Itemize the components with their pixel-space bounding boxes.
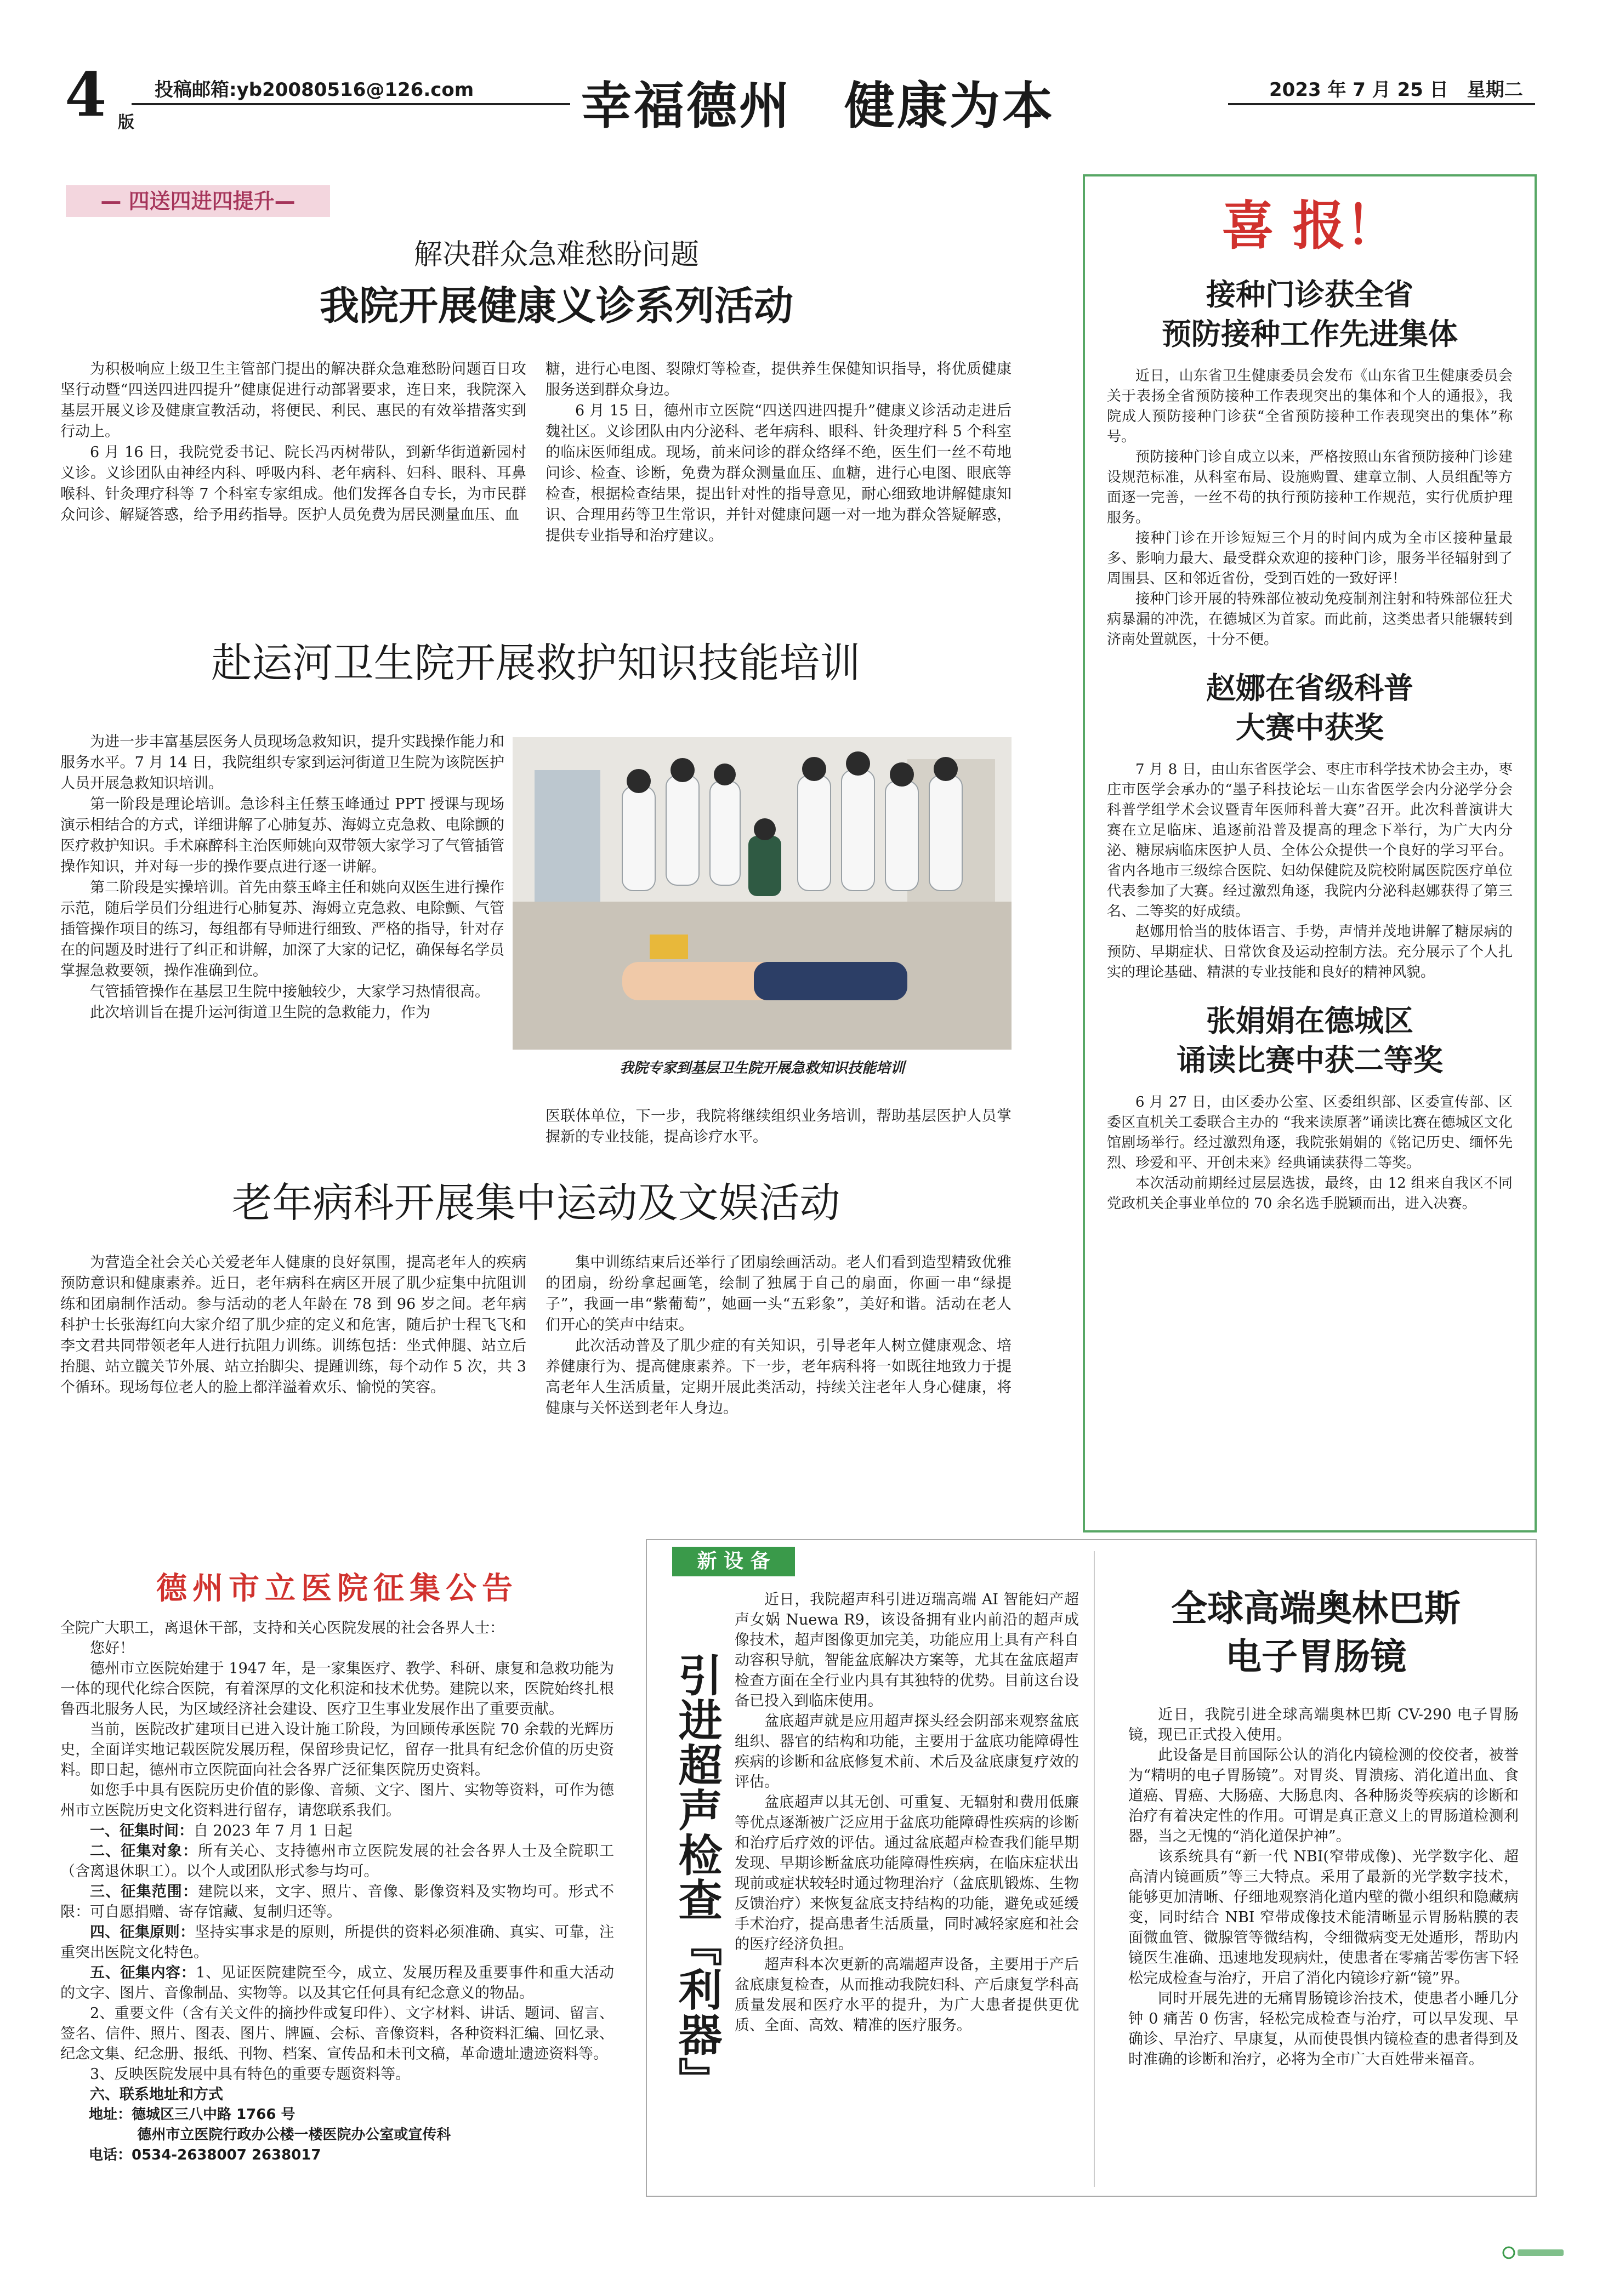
email-address[interactable]: yb20080516@126.com bbox=[236, 79, 474, 101]
paragraph: 3、反映医院发展中具有特色的重要专题资料等。 bbox=[90, 2066, 411, 2083]
paragraph: 此次培训旨在提升运河街道卫生院的急救能力，作为 bbox=[90, 1004, 430, 1021]
endoscope-article-body bbox=[1128, 1705, 1519, 2070]
page-number: 4 bbox=[65, 59, 107, 130]
endoscope-title-line: 电子胃肠镜 bbox=[1225, 1635, 1406, 1678]
notice-body bbox=[60, 1618, 614, 2166]
article-free-clinic bbox=[96, 236, 1017, 333]
masthead bbox=[0, 0, 1608, 135]
news-item-title bbox=[1085, 275, 1535, 354]
notice-greeting: 全院广大职工，离退休干部，支持和关心医院发展的社会各界人士： bbox=[60, 1620, 504, 1637]
notice-item-text: 1、见证医院建院至今，成立、发展历程及重要事件和重大活动的文字、图片、音像制品、实物等。以及其它任何具有纪念意义的物品。 bbox=[60, 1964, 615, 2002]
article-first-aid-title: 赴运河卫生院开展救护知识技能培训 bbox=[211, 640, 861, 687]
paragraph: 为进一步丰富基层医务人员现场急救知识，提升实践操作能力和服务水平。7 月 14 日，我院组织专家到运河街道卫生院为该院医护人员开展急救知识培训。 bbox=[60, 733, 504, 792]
publisher-logo-icon bbox=[1501, 2242, 1567, 2264]
news-item-title bbox=[1085, 1001, 1535, 1080]
news-item-body bbox=[1107, 1092, 1513, 1214]
endoscope-title-line: 全球高端奥林巴斯 bbox=[1171, 1587, 1461, 1630]
notice-item-label: 三、征集范围： bbox=[90, 1883, 198, 1900]
section-label: — 四送四进四提升— bbox=[66, 185, 330, 217]
notice-item-label: 一、征集时间： bbox=[90, 1822, 194, 1839]
paragraph: 此次活动普及了肌少症的有关知识，引导老年人树立健康观念、培养健康行为、提高健康素养。下一步，老年病科将一如既往地致力于提高老年人生活质量，定期开展此类活动，持续关注老年人身心健康，将健康与关怀送到老年人身边。 bbox=[546, 1337, 1012, 1417]
notice-phone: 电话：0534-2638007 2638017 bbox=[89, 2147, 321, 2163]
news-item-title-line: 大赛中获奖 bbox=[1236, 710, 1384, 745]
training-photo-illustration bbox=[513, 737, 1012, 1050]
news-item-title-line: 张娟娟在德城区 bbox=[1206, 1004, 1413, 1038]
masthead-rule-right bbox=[1228, 103, 1535, 105]
article-free-clinic-col1 bbox=[60, 359, 526, 526]
article-elderly-col1 bbox=[60, 1252, 526, 1398]
paragraph: 该系统具有“新一代 NBI(窄带成像)、光学数字化、超高清内镜画质”等三大特点。采用了最新的光学数字技术，能够更加清晰、仔细地观察消化道内壁的微小组织和隐藏病变，同时结合 NBI 窄带成像技术能清晰显示胃肠粘膜的表面微血管、微腺管等微结构，令细微病变无处遁形，帮助内镜医生准确、迅速地发现病灶，使患者在零痛苦零伤害下轻松完成检查与治疗，开启了消化内镜诊疗新“镜”界。 bbox=[1128, 1848, 1519, 1987]
news-item-title-line: 赵娜在省级科普 bbox=[1206, 671, 1413, 705]
good-news-header: 喜 报！ bbox=[1221, 195, 1398, 257]
notice-office: 德州市立医院行政办公楼一楼医院办公室或宣传科 bbox=[137, 2127, 451, 2143]
article-free-clinic-col2 bbox=[546, 359, 1012, 546]
news-item-title-line: 预防接种工作先进集体 bbox=[1162, 317, 1458, 351]
article-title: 我院开展健康义诊系列活动 bbox=[319, 283, 793, 329]
notice-address: 地址：德城区三八中路 1766 号 bbox=[89, 2106, 296, 2123]
page-unit: 版 bbox=[118, 113, 134, 132]
article-elderly-title: 老年病科开展集中运动及文娱活动 bbox=[231, 1180, 840, 1227]
notice-item bbox=[60, 1922, 614, 1963]
submission-email bbox=[155, 75, 474, 101]
paragraph: 2、重要文件（含有关文件的摘抄件或复印件）、文字材料、讲话、题词、留言、签名、信件、照片、图表、图片、牌匾、会标、音像资料，各种资料汇编、回忆录、纪念文集、纪念册、报纸、刊物、档案、宣传品和未刊文稿，革命遗址遗迹资料等。 bbox=[60, 2005, 614, 2063]
notice-item bbox=[60, 1821, 614, 1841]
notice-item-text: 坚持实事求是的原则，所提供的资料必须准确、真实、可靠，注重突出医院文化特色。 bbox=[60, 1924, 614, 1961]
paragraph: 盆底超声以其无创、可重复、无辐射和费用低廉等优点逐渐被广泛应用于盆底功能障碍性疾病的诊断和治疗后疗效的评估。通过盆底超声检查我们能早期发现、早期诊断盆底功能障碍性疾病，在临床症状出现前或症状较轻时通过物理治疗（盆底肌锻炼、生物反馈治疗）来恢复盆底支持结构的功能，避免或延缓手术治疗，提高患者生活质量，同时减轻家庭和社会的医疗经济负担。 bbox=[735, 1794, 1079, 1953]
news-item-body bbox=[1107, 366, 1513, 650]
article-first-aid-col2 bbox=[546, 1106, 1012, 1148]
notice-item-label: 五、征集内容： bbox=[90, 1964, 196, 1981]
column-divider bbox=[1094, 1551, 1095, 2187]
paragraph: 近日，我院超声科引进迈瑞高端 AI 智能妇产超声女娲 Nuewa R9，该设备拥有业内前沿的超声成像技术，超声图像更加完美，功能应用上具有产科自动容积导航，智能盆底解决方案等，尤其在盆底超声检查方面在全行业内具有其独特的优势。目前这台设备已投入到临床使用。 bbox=[735, 1591, 1079, 1710]
vertical-title: 引进超声检查『利器』 bbox=[671, 1653, 722, 2102]
paragraph: 本次活动前期经过层层选拔，最终，由 12 组来自我区不同党政机关企事业单位的 70 余名选手脱颖而出，进入决赛。 bbox=[1107, 1175, 1513, 1212]
article-subtitle: 解决群众急难愁盼问题 bbox=[413, 238, 699, 271]
masthead-rule-left bbox=[132, 103, 570, 105]
paragraph: 此设备是目前国际公认的消化内镜检测的佼佼者，被誉为“精明的电子胃肠镜”。对胃炎、胃溃疡、消化道出血、食道癌、胃癌、大肠癌、大肠息肉、各种肠炎等疾病的诊断和治疗有着决定性的作用。可谓是真正意义上的胃肠道检测利器，当之无愧的“消化道保护神”。 bbox=[1128, 1747, 1519, 1845]
paragraph: 当前，医院改扩建项目已进入设计施工阶段，为回顾传承医院 70 余载的光辉历史，全面详实地记载医院发展历程，保留珍贵记忆，留存一批具有纪念价值的历史资料。即日起，德州市立医院面向社会各界广泛征集医院历史资料。 bbox=[60, 1721, 614, 1779]
paragraph: 接种门诊开展的特殊部位被动免疫制剂注射和特殊部位狂犬病暴漏的冲洗，在德城区为首家。而此前，这类患者只能辗转到济南处置就医，十分不便。 bbox=[1107, 591, 1513, 648]
issue-date: 2023 年 7 月 25 日 星期二 bbox=[1269, 79, 1523, 101]
article-first-aid-col1 bbox=[60, 732, 504, 1023]
notice-contact-label: 六、联系地址和方式 bbox=[90, 2086, 223, 2103]
notice-item-text: 建院以来，文字、照片、音像、影像资料及实物均可。形式不限：可自愿捐赠、寄存馆藏、复制归还等。 bbox=[60, 1883, 615, 1921]
paragraph: 气管插管操作在基层卫生院中接触较少，大家学习热情很高。 bbox=[90, 983, 490, 1000]
notice-item-text: 自 2023 年 7 月 1 日起 bbox=[194, 1822, 353, 1839]
good-news-sidebar bbox=[1083, 174, 1537, 1532]
news-item-title bbox=[1085, 669, 1535, 748]
email-label: 投稿邮箱: bbox=[155, 79, 237, 101]
paragraph: 预防接种门诊自成立以来，严格按照山东省预防接种门诊建设规范标准，从科室布局、设施购置、建章立制、人员组配等方面逐一完善，一丝不苟的执行预防接种工作规范，实行优质护理服务。 bbox=[1107, 449, 1513, 526]
paragraph: 医联体单位，下一步，我院将继续组织业务培训，帮助基层医护人员掌握新的专业技能，提高诊疗水平。 bbox=[546, 1108, 1012, 1146]
notice-item bbox=[60, 1882, 614, 1922]
news-item-body bbox=[1107, 760, 1513, 983]
photo-caption: 我院专家到基层卫生院开展急救知识技能培训 bbox=[619, 1060, 905, 1076]
notice-item bbox=[60, 1963, 614, 2003]
paragraph: 糖，进行心电图、裂隙灯等检查，提供养生保健知识指导，将优质健康服务送到群众身边。 bbox=[546, 361, 1012, 398]
footer-logo bbox=[1501, 2242, 1567, 2264]
paragraph: 赵娜用恰当的肢体语言、手势，声情并茂地讲解了糖尿病的预防、早期症状、日常饮食及运动控制方法。充分展示了个人扎实的理论基础、精湛的专业技能和良好的精神风貌。 bbox=[1107, 924, 1513, 981]
paragraph: 近日，我院引进全球高端奥林巴斯 CV-290 电子胃肠镜，现已正式投入使用。 bbox=[1128, 1706, 1519, 1744]
news-item-title-line: 诵读比赛中获二等奖 bbox=[1177, 1043, 1443, 1078]
paragraph: 德州市立医院始建于 1947 年，是一家集医疗、教学、科研、康复和急救功能为一体的现代化综合医院，有着深厚的文化积淀和技术优势。建院以来，医院始终扎根鲁西北服务人民，为区域经济社会建设、医疗卫生事业发展作出了重要贡献。 bbox=[60, 1660, 614, 1718]
notice-hello: 您好！ bbox=[90, 1640, 134, 1657]
paragraph: 为营造全社会关心关爱老年人健康的良好氛围，提高老年人的疾病预防意识和健康素养。近日，老年病科在病区开展了肌少症集中抗阻训练和团扇制作活动。参与活动的老人年龄在 78 到 96 岁之间。老年病科护士长张海红向大家介绍了肌少症的定义和危害，随后护士程飞飞和李文君共同带领老年人进行抗阻力训练。训练包括：坐式伸腿、站立后抬腿、站立髋关节外展、站立抬脚尖、提踵训练，每个动作 5 次，共 3 个循环。现场每位老人的脸上都洋溢着欢乐、愉悦的笑容。 bbox=[60, 1254, 526, 1396]
paragraph: 近日，山东省卫生健康委员会发布《山东省卫生健康委员会关于表扬全省预防接种工作表现突出的集体和个人的通报》，我院成人预防接种门诊获“全省预防接种工作表现突出的集体”称号。 bbox=[1107, 368, 1513, 445]
collection-notice bbox=[60, 1566, 614, 2166]
paragraph: 超声科本次更新的高端超声设备，主要用于产后盆底康复检查，从而推动我院妇科、产后康复学科高质量发展和医疗水平的提升，为广大患者提供更优质、全面、高效、精准的医疗服务。 bbox=[735, 1956, 1079, 2034]
paragraph: 如您手中具有医院历史价值的影像、音频、文字、图片、实物等资料，可作为德州市立医院历史文化资料进行留存，请您联系我们。 bbox=[60, 1782, 614, 1819]
paragraph: 盆底超声就是应用超声探头经会阴部来观察盆底组织、器官的结构和功能，主要用于盆底功能障碍性疾病的诊断和盆底修复术前、术后及盆底康复疗效的评估。 bbox=[735, 1713, 1079, 1791]
paragraph: 6 月 15 日，德州市立医院“四送四进四提升”健康义诊活动走进后魏社区。义诊团队由内分泌科、老年病科、眼科、针灸理疗科 5 个科室的临床医师组成。现场，前来问诊的群众络绎不绝，医生们一丝不苟地问诊、检查、诊断，免费为群众测量血压、血糖，进行心电图、眼底等检查，根据检查结果，提出针对性的指导意见，耐心细致地讲解健康知识、合理用药等卫生常识，并针对健康问题一对一地为群众答疑解惑，提供专业指导和治疗建议。 bbox=[546, 402, 1012, 544]
new-equipment-tag: 新 设 备 bbox=[672, 1547, 795, 1576]
endoscope-article-title bbox=[1107, 1584, 1524, 1680]
masthead-slogan: 幸福德州 健康为本 bbox=[581, 76, 1055, 135]
paragraph: 6 月 27 日，由区委办公室、区委组织部、区委宣传部、区委区直机关工委联合主办的 “我来读原著”诵读比赛在德城区文化馆剧场举行。经过激烈角逐，我院张娟娟的《铭记历史、缅怀先烈、珍爱和平、开创未来》经典诵读获得二等奖。 bbox=[1107, 1094, 1513, 1171]
paragraph: 7 月 8 日，由山东省医学会、枣庄市科学技术协会主办，枣庄市医学会承办的“墨子科技论坛－山东省医学会内分泌学分会科普学组学术会议暨青年医师科普大赛”召开。此次科普演讲大赛在立足临床、追逐前沿普及提高的理念下举行，为广大内分泌、糖尿病临床医护人员、全体公众提供一个良好的学习平台。省内各地市三级综合医院、妇幼保健院及院校附属医院医疗单位代表参加了大赛。经过激烈角逐，我院内分泌科赵娜获得了第三名、二等奖的好成绩。 bbox=[1107, 761, 1513, 920]
paragraph: 接种门诊在开诊短短三个月的时间内成为全市区接种量最多、影响力最大、最受群众欢迎的接种门诊，服务半径辐射到了周围县、区和邻近省份，受到百姓的一致好评！ bbox=[1107, 530, 1513, 587]
notice-item-text: 所有关心、支持德州市立医院发展的社会各界人士及全院职工（含离退休职工）。以个人或团队形式参与均可。 bbox=[60, 1843, 615, 1880]
notice-item bbox=[60, 1841, 614, 1882]
paragraph: 第二阶段是实操培训。首先由蔡玉峰主任和姚向双医生进行操作示范，随后学员们分组进行心肺复苏、海姆立克急救、电除颤、气管插管操作项目的练习，每组都有导师进行细致、严格的指导，针对存在的问题及时进行了纠正和讲解，加深了大家的记忆，确保每名学员掌握急救要领，操作准确到位。 bbox=[60, 879, 504, 979]
paragraph: 为积极响应上级卫生主管部门提出的解决群众急难愁盼问题百日攻坚行动暨“四送四进四提升”健康促进行动部署要求，连日来，我院深入基层开展义诊及健康宣教活动，将便民、利民、惠民的有效举措落实到行动上。 bbox=[60, 361, 526, 440]
paragraph: 同时开展先进的无痛胃肠镜诊治技术，使患者小睡几分钟 0 痛苦 0 伤害，轻松完成检查与治疗，可以早发现、早确诊、早治疗、早康复，从而使畏惧内镜检查的患者得到及时准确的诊断和治疗，必将为全市广大百姓带来福音。 bbox=[1128, 1990, 1519, 2068]
notice-item-label: 二、征集对象： bbox=[90, 1843, 198, 1860]
paragraph: 集中训练结束后还举行了团扇绘画活动。老人们看到造型精致优雅的团扇，纷纷拿起画笔，绘制了独属于自己的扇面，你画一串“绿提子”，我画一串“紫葡萄”，她画一头“五彩象”，美好和谐。活动在老人们开心的笑声中结束。 bbox=[546, 1254, 1012, 1334]
training-photo bbox=[513, 737, 1012, 1050]
news-item-title-line: 接种门诊获全省 bbox=[1206, 277, 1413, 312]
notice-title: 德州市立医院征集公告 bbox=[156, 1570, 518, 1606]
article-elderly-col2 bbox=[546, 1252, 1012, 1419]
paragraph: 6 月 16 日，我院党委书记、院长冯丙树带队，到新华街道新园村义诊。义诊团队由神经内科、呼吸内科、老年病科、妇科、眼科、耳鼻喉科、针灸理疗科等 7 个科室专家组成。他们发挥各自专长，为市民群众问诊、解疑答惑，给予用药指导。医护人员免费为居民测量血压、血 bbox=[60, 444, 526, 523]
notice-item-label: 四、征集原则： bbox=[90, 1924, 195, 1941]
ultrasound-article-body bbox=[735, 1589, 1079, 2036]
new-equipment-box bbox=[646, 1539, 1537, 2197]
paragraph: 第一阶段是理论培训。急诊科主任蔡玉峰通过 PPT 授课与现场演示相结合的方式，详细讲解了心肺复苏、海姆立克急救、电除颤的医疗救护知识。手术麻醉科主治医师姚向双带领大家学习了气管插管操作知识，并对每一步的操作要点进行逐一讲解。 bbox=[60, 796, 504, 875]
